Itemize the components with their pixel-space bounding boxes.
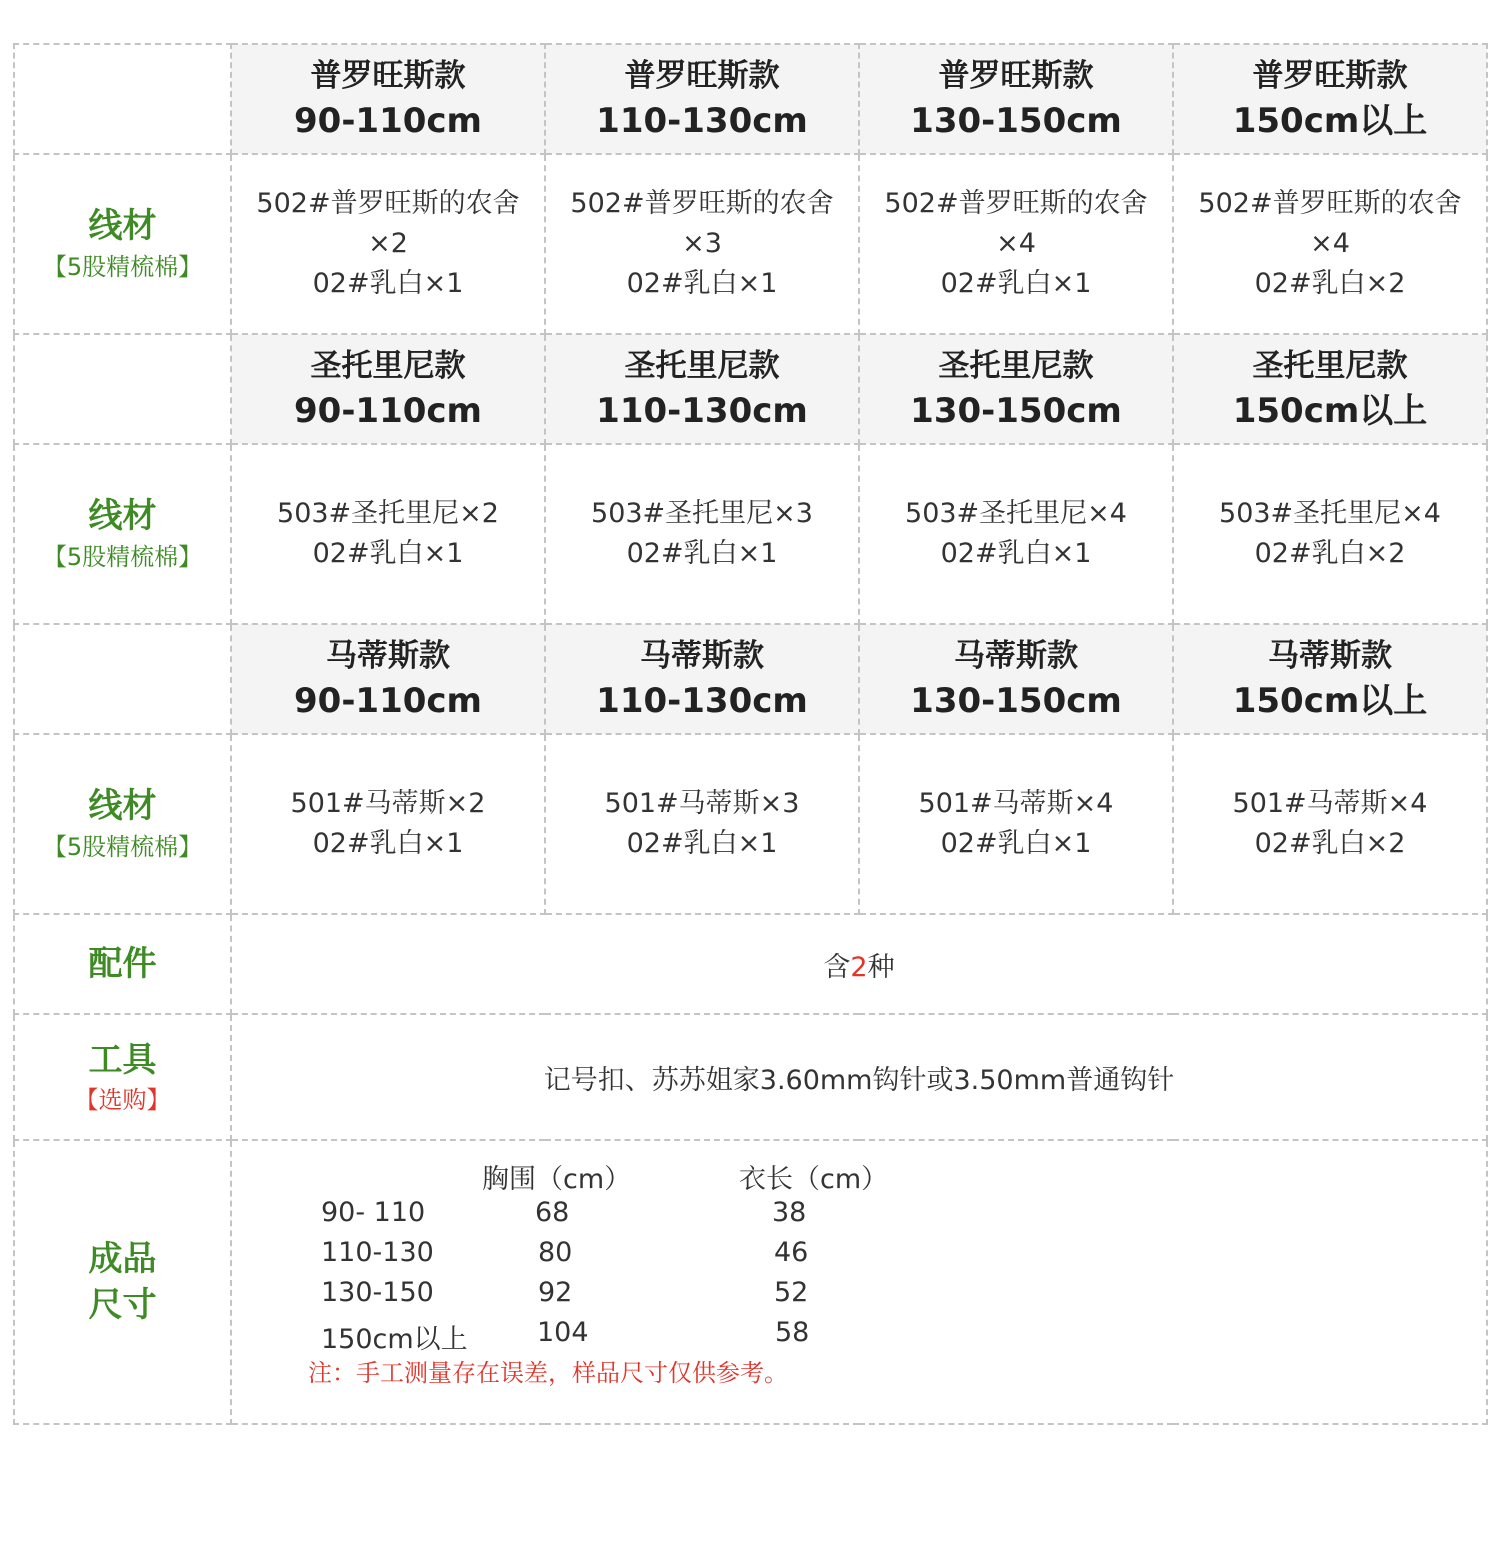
style-size-range: 130-150cm	[910, 391, 1122, 431]
yarn-line: 503#圣托里尼×4	[905, 498, 1127, 529]
yarn-cell	[1173, 154, 1487, 334]
yarn-sublabel: 【5股精梳棉】	[42, 833, 203, 861]
yarn-row	[14, 444, 1487, 624]
length-column-header: 衣长（cm）	[739, 1164, 889, 1195]
accessories-text	[823, 952, 894, 983]
style-name: 马蒂斯款	[954, 638, 1078, 674]
yarn-line: 02#乳白×1	[626, 538, 778, 569]
yarn-line: 02#乳白×1	[940, 538, 1092, 569]
yarn-label-cell	[14, 444, 231, 624]
style-header-cell	[1173, 44, 1487, 154]
size-range-cell: 130-150	[321, 1277, 434, 1308]
finished-size-label: 成品	[88, 1239, 157, 1279]
yarn-label: 线材	[88, 206, 157, 246]
style-name: 马蒂斯款	[640, 638, 764, 674]
style-header-cell	[545, 334, 859, 444]
style-header-cell	[231, 44, 545, 154]
length-value: 52	[774, 1277, 809, 1308]
tools-label-cell	[14, 1014, 231, 1140]
accessories-text-before: 含	[823, 951, 851, 983]
tools-sublabel: 【选购】	[74, 1086, 171, 1114]
yarn-cell	[859, 444, 1173, 624]
size-range-cell: 150cm以上	[321, 1324, 468, 1355]
yarn-label-cell	[14, 154, 231, 334]
style-size-range: 150cm以上	[1232, 681, 1428, 721]
finished-size-row	[14, 1140, 1487, 1424]
accessories-count: 2	[850, 951, 868, 983]
yarn-line: 503#圣托里尼×3	[591, 498, 813, 529]
yarn-line: ×2	[368, 228, 408, 259]
size-range-cell: 90- 110	[321, 1197, 426, 1228]
style-size-range: 90-110cm	[294, 101, 482, 141]
yarn-cell	[231, 444, 545, 624]
yarn-line: 502#普罗旺斯的农舍	[1198, 188, 1462, 219]
yarn-line: 02#乳白×1	[940, 268, 1092, 299]
style-header-row	[14, 334, 1487, 444]
accessories-cell	[231, 914, 1487, 1014]
length-value: 38	[772, 1197, 807, 1228]
style-size-range: 150cm以上	[1232, 101, 1428, 141]
blank-label-cell	[14, 44, 231, 154]
style-name: 马蒂斯款	[326, 638, 450, 674]
length-value: 58	[775, 1317, 810, 1348]
yarn-line: 02#乳白×1	[312, 538, 464, 569]
yarn-cell	[231, 734, 545, 914]
chest-value: 68	[535, 1197, 570, 1228]
finished-size-label: 尺寸	[88, 1285, 157, 1325]
chest-value: 104	[537, 1317, 589, 1348]
size-range-cell: 110-130	[321, 1237, 434, 1268]
yarn-line: 503#圣托里尼×2	[277, 498, 499, 529]
spec-table	[13, 43, 1488, 1425]
style-name: 圣托里尼款	[624, 348, 780, 384]
style-header-row	[14, 624, 1487, 734]
style-name: 马蒂斯款	[1268, 638, 1392, 674]
accessories-label-cell	[14, 914, 231, 1014]
style-size-range: 110-130cm	[596, 101, 808, 141]
yarn-label-cell	[14, 734, 231, 914]
yarn-cell	[545, 154, 859, 334]
style-size-range: 110-130cm	[596, 681, 808, 721]
yarn-line: 501#马蒂斯×4	[918, 788, 1114, 819]
yarn-cell	[1173, 444, 1487, 624]
tools-cell	[231, 1014, 1487, 1140]
finished-size-label-cell	[14, 1140, 231, 1424]
style-header-cell	[545, 44, 859, 154]
yarn-line: 501#马蒂斯×3	[604, 788, 800, 819]
yarn-sublabel: 【5股精梳棉】	[42, 543, 203, 571]
chest-value: 80	[538, 1237, 573, 1268]
yarn-row	[14, 734, 1487, 914]
style-header-cell	[1173, 334, 1487, 444]
yarn-sublabel: 【5股精梳棉】	[42, 253, 203, 281]
yarn-line: ×4	[996, 228, 1036, 259]
tools-text: 记号扣、苏苏姐家3.60mm钩针或3.50mm普通钩针	[543, 1064, 1175, 1096]
yarn-line: 02#乳白×2	[1254, 538, 1406, 569]
tools-row	[14, 1014, 1487, 1140]
accessories-text-after: 种	[867, 951, 895, 983]
yarn-cell	[231, 154, 545, 334]
style-header-cell	[545, 624, 859, 734]
style-header-cell	[1173, 624, 1487, 734]
style-name: 圣托里尼款	[938, 348, 1094, 384]
style-size-range: 150cm以上	[1232, 391, 1428, 431]
style-header-cell	[859, 624, 1173, 734]
size-chart	[232, 1141, 1486, 1423]
yarn-line: 02#乳白×2	[1254, 828, 1406, 859]
yarn-cell	[859, 734, 1173, 914]
yarn-cell	[545, 734, 859, 914]
yarn-line: ×3	[682, 228, 722, 259]
finished-size-cell	[231, 1140, 1487, 1424]
style-header-cell	[231, 624, 545, 734]
yarn-line: 501#马蒂斯×4	[1232, 788, 1428, 819]
style-header-cell	[859, 44, 1173, 154]
yarn-label: 线材	[88, 496, 157, 536]
yarn-line: 02#乳白×1	[312, 268, 464, 299]
chest-value: 92	[538, 1277, 573, 1308]
accessories-label: 配件	[88, 944, 157, 984]
yarn-row	[14, 154, 1487, 334]
yarn-line: 503#圣托里尼×4	[1219, 498, 1441, 529]
measurement-note: 注：手工测量存在误差，样品尺寸仅供参考。	[308, 1359, 788, 1387]
style-size-range: 90-110cm	[294, 681, 482, 721]
style-size-range: 90-110cm	[294, 391, 482, 431]
yarn-cell	[545, 444, 859, 624]
accessories-row	[14, 914, 1487, 1014]
style-name: 普罗旺斯款	[310, 58, 466, 94]
style-header-cell	[859, 334, 1173, 444]
length-value: 46	[774, 1237, 809, 1268]
yarn-line: 502#普罗旺斯的农舍	[570, 188, 834, 219]
style-name: 圣托里尼款	[1252, 348, 1408, 384]
yarn-cell	[1173, 734, 1487, 914]
style-name: 普罗旺斯款	[624, 58, 780, 94]
style-size-range: 130-150cm	[910, 681, 1122, 721]
chest-column-header: 胸围（cm）	[482, 1164, 632, 1195]
yarn-line: 502#普罗旺斯的农舍	[884, 188, 1148, 219]
style-size-range: 110-130cm	[596, 391, 808, 431]
blank-label-cell	[14, 624, 231, 734]
style-header-row	[14, 44, 1487, 154]
yarn-label: 线材	[88, 786, 157, 826]
yarn-line: ×4	[1310, 228, 1350, 259]
style-size-range: 130-150cm	[910, 101, 1122, 141]
blank-label-cell	[14, 334, 231, 444]
yarn-cell	[859, 154, 1173, 334]
style-name: 圣托里尼款	[310, 348, 466, 384]
yarn-line: 02#乳白×1	[940, 828, 1092, 859]
yarn-line: 02#乳白×1	[626, 828, 778, 859]
yarn-line: 02#乳白×1	[312, 828, 464, 859]
tools-label: 工具	[88, 1040, 157, 1080]
yarn-line: 501#马蒂斯×2	[290, 788, 486, 819]
style-name: 普罗旺斯款	[938, 58, 1094, 94]
yarn-line: 02#乳白×2	[1254, 268, 1406, 299]
yarn-line: 02#乳白×1	[626, 268, 778, 299]
style-name: 普罗旺斯款	[1252, 58, 1408, 94]
yarn-line: 502#普罗旺斯的农舍	[256, 188, 520, 219]
style-header-cell	[231, 334, 545, 444]
